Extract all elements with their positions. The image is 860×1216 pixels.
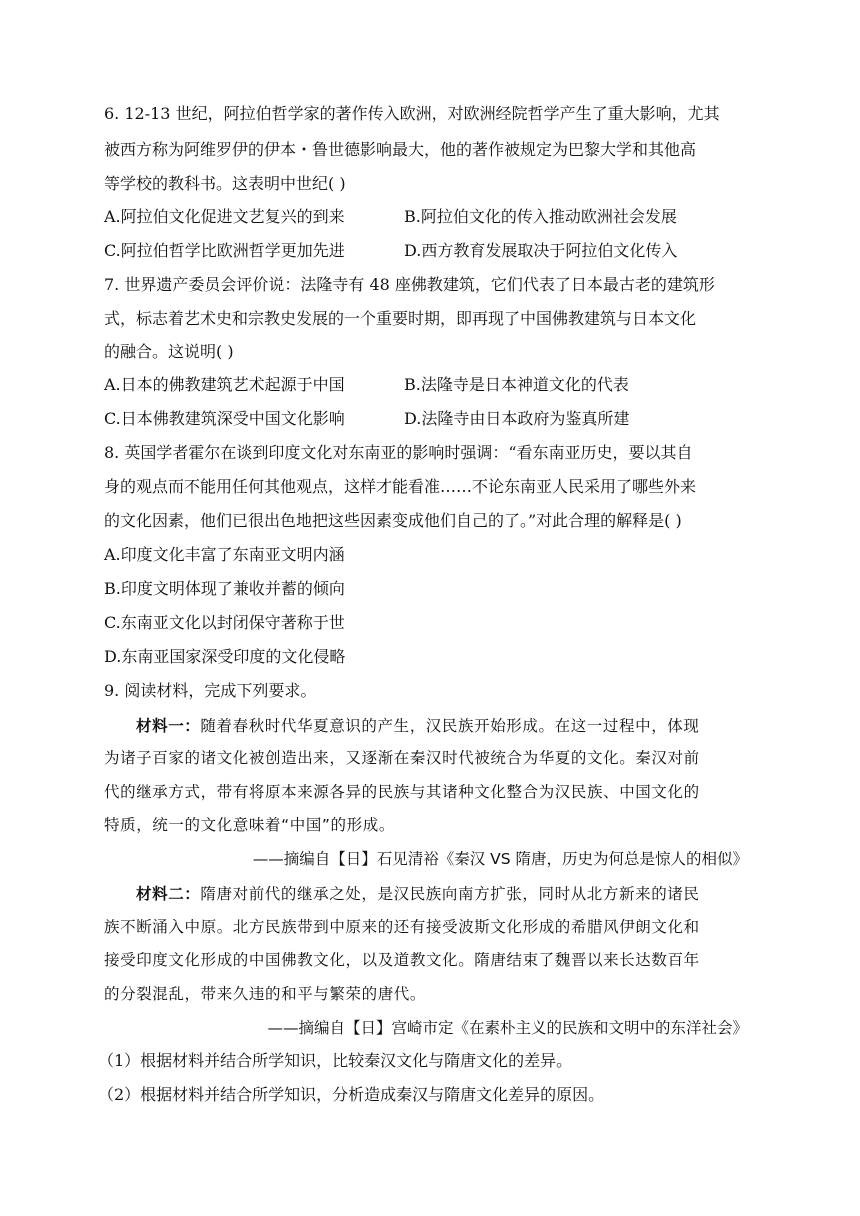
q6-option-d[interactable]: D.西方教育发展取决于阿拉伯文化传入 [404,241,678,260]
material-2-label: 材料二： [136,885,201,903]
q8-option-d[interactable]: D.东南亚国家深受印度的文化侵略 [104,647,346,666]
q7-option-d[interactable]: D.法隆寺由日本政府为鉴真所建 [404,409,630,428]
material-1-line-4: 特质，统一的文化意味着“中国”的形成。 [104,816,395,834]
q7-option-a[interactable]: A.日本的佛教建筑艺术起源于中国 [104,375,345,394]
material-2-line-2: 族不断涌入中原。北方民族带到中原来的还有接受波斯文化形成的希腊风伊朗文化和 [104,918,700,936]
q6-stem-line-3: 等学校的教科书。这表明中世纪( ) [104,174,346,193]
material-2-line-3: 接受印度文化形成的中国佛教文化，以及道教文化。隋唐结束了魏晋以来长达数百年 [104,951,700,969]
q8-stem-line-2: 身的观点而不能用任何其他观点，这样才能看准……不论东南亚人民采用了哪些外来 [104,477,697,496]
material-2-line-4: 的分裂混乱，带来久违的和平与繁荣的唐代。 [104,985,427,1003]
material-2-line-1 [136,884,700,904]
material-1-label: 材料一： [136,717,201,735]
q7-option-b[interactable]: B.法隆寺是日本神道文化的代表 [404,375,629,394]
q6-option-a[interactable]: A.阿拉伯文化促进文艺复兴的到来 [104,207,345,226]
material-2-source: ——摘编自【日】宫崎市定《在素朴主义的民族和文明中的东洋社会》 [267,1019,748,1037]
requirement-2: （2）根据材料并结合所学知识，分析造成秦汉与隋唐文化差异的原因。 [98,1085,605,1104]
q6-stem-line-1: 6. 12-13 世纪，阿拉伯哲学家的著作传入欧洲，对欧洲经院哲学产生了重大影响，尤其 [104,104,720,123]
q8-option-b[interactable]: B.印度文明体现了兼收并蓄的倾向 [104,579,345,598]
requirement-1: （1）根据材料并结合所学知识，比较秦汉文化与隋唐文化的差异。 [98,1051,573,1070]
q7-stem-line-2: 式，标志着艺术史和宗教史发展的一个重要时期，即再现了中国佛教建筑与日本文化 [104,309,697,328]
material-1-source: ——摘编自【日】石见清裕《秦汉 VS 隋唐，历史为何总是惊人的相似》 [252,850,748,868]
q7-stem-line-1: 7. 世界遗产委员会评价说：法隆寺有 48 座佛教建筑，它们代表了日本最古老的建筑形 [104,275,715,294]
q9-stem: 9. 阅读材料，完成下列要求。 [104,681,317,700]
q6-stem-line-2: 被西方称为阿维罗伊的伊本・鲁世德影响最大，他的著作被规定为巴黎大学和其他高 [104,140,697,159]
material-1-text-1: 随着春秋时代华夏意识的产生，汉民族开始形成。在这一过程中，体现 [200,717,700,735]
q8-stem-line-1: 8. 英国学者霍尔在谈到印度文化对东南亚的影响时强调：“看东南亚历史，要以其自 [104,443,693,462]
material-2-text-1: 隋唐对前代的继承之处，是汉民族向南方扩张，同时从北方新来的诸民 [200,885,700,903]
q7-option-c[interactable]: C.日本佛教建筑深受中国文化影响 [104,409,345,428]
q7-stem-line-3: 的融合。这说明( ) [104,342,234,361]
q8-option-c[interactable]: C.东南亚文化以封闭保守著称于世 [104,613,345,632]
material-1-line-1 [136,716,700,736]
q8-stem-line-3: 的文化因素，他们已很出色地把这些因素变成他们自己的了。”对此合理的解释是( ) [104,511,682,530]
q6-option-b[interactable]: B.阿拉伯文化的传入推动欧洲社会发展 [404,207,677,226]
material-1-line-2: 为诸子百家的诸文化被创造出来，又逐渐在秦汉时代被统合为华夏的文化。秦汉对前 [104,749,700,767]
material-1-line-3: 代的继承方式，带有将原本来源各异的民族与其诸种文化整合为汉民族、中国文化的 [104,783,700,801]
q6-option-c[interactable]: C.阿拉伯哲学比欧洲哲学更加先进 [104,241,345,260]
q8-option-a[interactable]: A.印度文化丰富了东南亚文明内涵 [104,545,345,564]
